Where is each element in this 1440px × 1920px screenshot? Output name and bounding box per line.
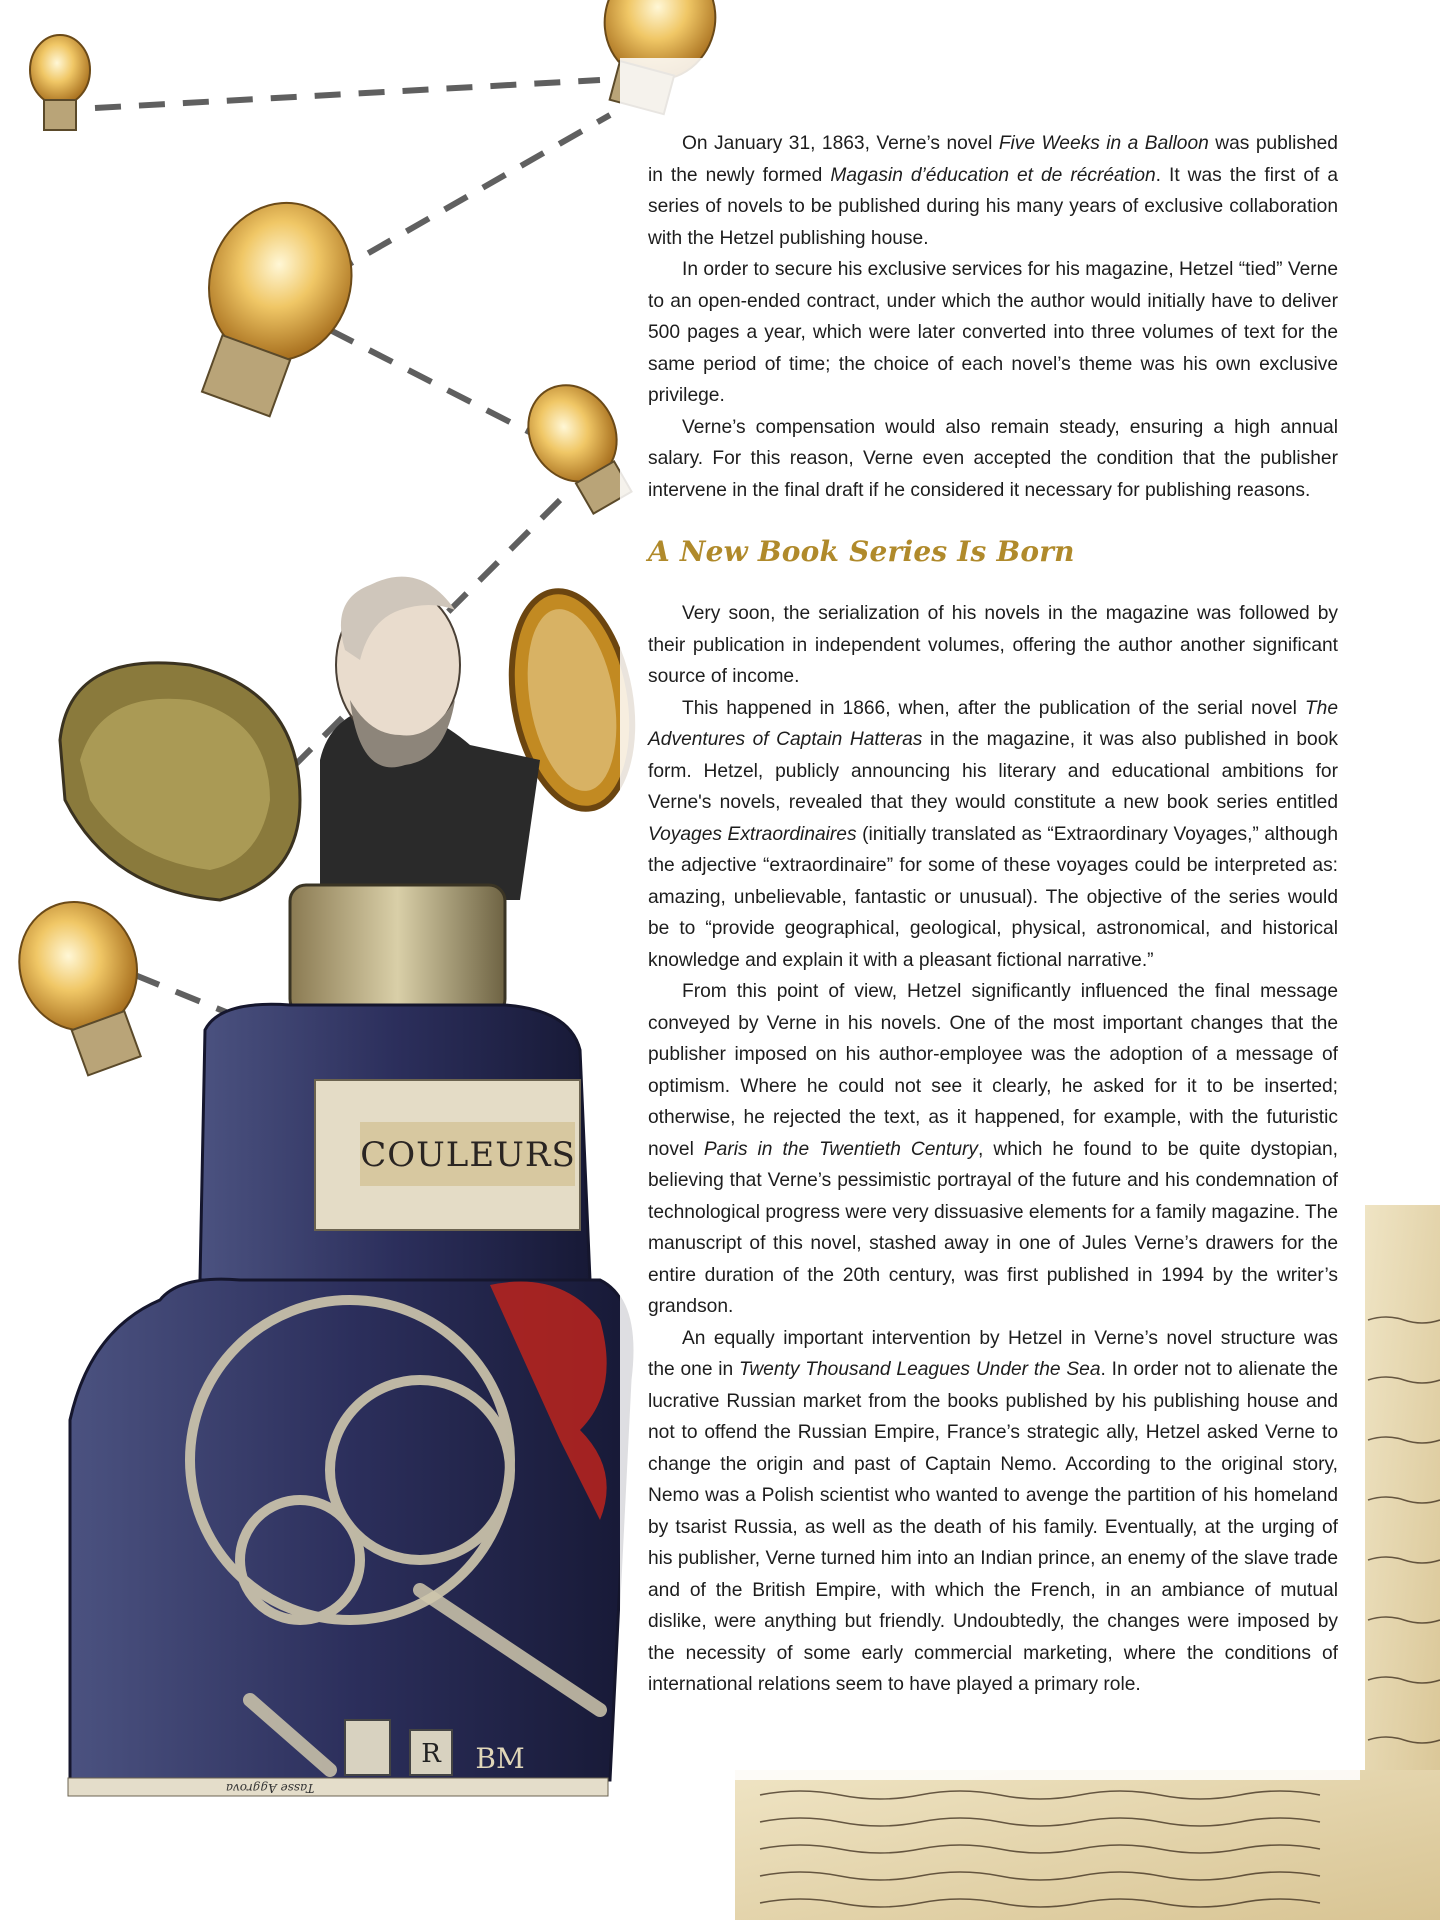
artist-signature: BM <box>475 1742 525 1775</box>
lightbulb-icon <box>170 183 373 428</box>
lightbulb-icon <box>30 35 90 130</box>
open-lid <box>60 663 300 900</box>
cork-letter: R <box>421 1739 441 1769</box>
paragraph: Verne’s compensation would also remain steady, ensuring a high annual salary. For this reason, Verne even accepted the condition that the publisher intervene in the final draft if he considered it necessary for publishing reasons. <box>648 416 1338 501</box>
ink-bottle <box>68 885 632 1796</box>
paragraph: From this point of view, Hetzel significantly influenced the final message conveyed by Verne in his novels. One of the most important changes that the publisher imposed on his author-employee was the adoption of a message of optimism. Where he could not see it clearly, he asked for it to be inserted; otherwise, he rejected the text, as it happened, for example, with the futuristic novel Paris in the Twentieth Century, which he found to be quite dystopian, believing that Verne’s pessimistic portrayal of the future and his condemnation of technological progress were very dissuasive elements for a family magazine. The manuscript of this novel, stashed away in one of Jules Verne’s drawers for the entire duration of the 20th century, was first published in 1994 by the writer’s grandson. <box>648 981 1339 1317</box>
paragraph: This happened in 1866, when, after the publication of the serial novel The Adventures of Captain Hatteras in the magazine, it was also published in book form. Hetzel, publicly announcing his literary and educational ambitions for Verne's novels, revealed that they would constitute a new book series entitled Voyages Extraordinaires (initially translated as “Extraordinary Voyages,” although the adjective “extraordinaire” for some of these voyages could be interpreted as: amazing, unbelievable, fantastic or unusual). The objective of the series would be to “provide geographical, geological, physical, astronomical, and historical knowledge and explain it with a pleasant fictional narrative.” <box>648 697 1338 971</box>
paragraph: Very soon, the serialization of his novels in the magazine was followed by their publication in independent volumes, offering the author another significant source of income. <box>648 603 1338 687</box>
section-heading: A New Book Series Is Born <box>648 535 1075 568</box>
paragraph: An equally important intervention by Hetzel in Verne’s novel structure was the one in Twenty Thousand Leagues Under the Sea. In order not to alienate the lucrative Russian market from the books published by his publishing house and not to offend the Russian Empire, France’s strategic ally, Hetzel asked Verne to change the origin and past of Captain Nemo. According to the original story, Nemo was a Polish scientist who wanted to avenge the partition of his homeland by tsarist Russia, as well as the death of his family. Eventually, at the urging of his publisher, Verne turned him into an Indian prince, an enemy of the slave trade and of the British Empire, with which the French, in an ambiance of mutual dislike, were anything but friendly. Undoubtedly, the changes were imposed by the necessity of some early commercial marketing, where the conditions of international relations seem to have played a primary role. <box>648 1327 1338 1695</box>
jules-verne-portrait <box>320 577 540 900</box>
bottle-label-text: COULEURS <box>360 1135 576 1175</box>
paragraph: In order to secure his exclusive services for his magazine, Hetzel “tied” Verne to an open-ended contract, under which the author would initially have to deliver 500 pages a year, which were later converted into three volumes of text for the same period of time; the choice of each novel’s theme was his own exclusive privilege. <box>648 259 1338 406</box>
strip-text: Tasse Aggrova <box>225 1781 315 1795</box>
lightbulb-icon <box>1 885 168 1085</box>
article-body <box>648 128 1338 1701</box>
paragraph: On January 31, 1863, Verne’s novel Five Weeks in a Balloon was published in the newly formed Magasin d’éducation et de récréation. It was the first of a series of novels to be published during his many years of exclusive collaboration with the Hetzel publishing house. <box>648 133 1338 249</box>
